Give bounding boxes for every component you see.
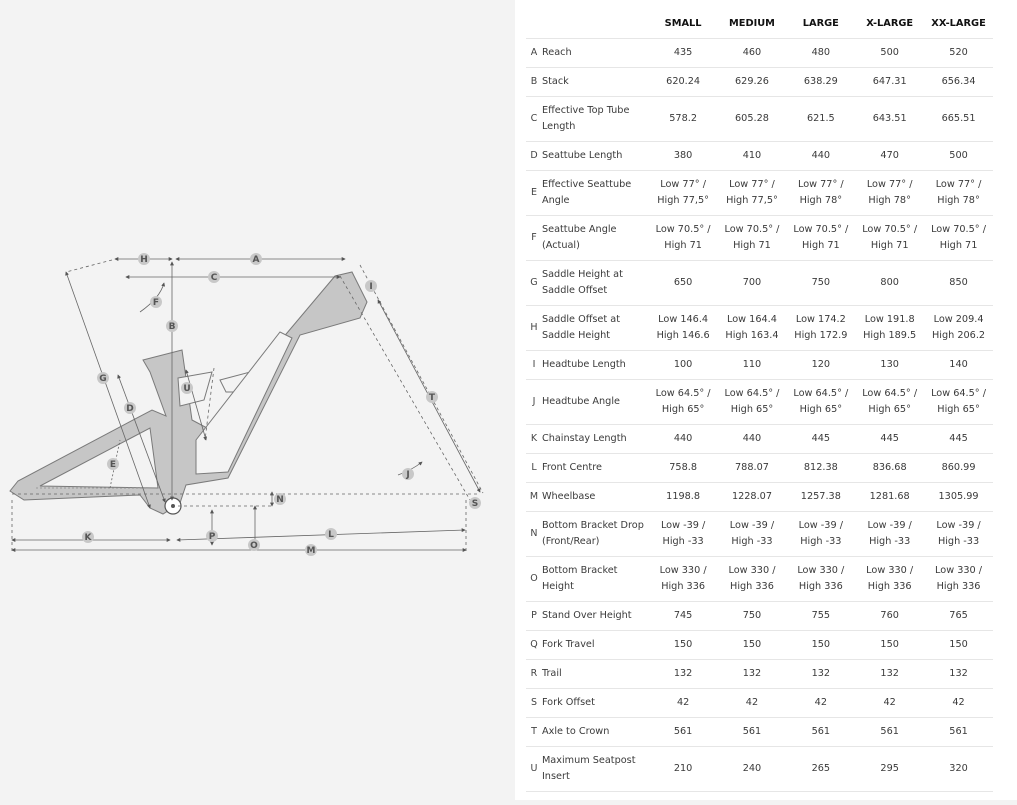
measurement-value: 800 (855, 261, 924, 306)
svg-text:A: A (252, 255, 260, 265)
measurement-value: Low 77° / High 78° (924, 171, 993, 216)
measurement-value: Low 330 / High 336 (649, 557, 718, 602)
svg-text:B: B (168, 322, 176, 332)
row-key: Q (526, 631, 542, 660)
measurement-value: 1305.99 (924, 483, 993, 512)
svg-text:U: U (183, 384, 191, 394)
measurement-value: 643.51 (855, 97, 924, 142)
measurement-name: Stand Over Height (542, 602, 649, 631)
measurement-value: Low -39 / High -33 (649, 512, 718, 557)
geometry-row-f (526, 216, 993, 261)
measurement-value: 380 (649, 142, 718, 171)
label-P (206, 530, 218, 542)
measurement-value: 240 (718, 747, 787, 792)
measurement-value: Low -39 / High -33 (786, 512, 855, 557)
measurement-name: Chainstay Length (542, 425, 649, 454)
measurement-name: Fork Offset (542, 689, 649, 718)
row-key: N (526, 512, 542, 557)
measurement-value: Low 77° / High 77,5° (718, 171, 787, 216)
measurement-value: 210 (649, 747, 718, 792)
measurement-value: 42 (786, 689, 855, 718)
size-column-xxlarge: XX-LARGE (924, 9, 993, 39)
measurement-header (542, 9, 649, 39)
geometry-row-k (526, 425, 993, 454)
measurement-name: Effective Top Tube Length (542, 97, 649, 142)
measurement-value: 638.29 (786, 68, 855, 97)
measurement-value: Low 146.4 High 146.6 (649, 306, 718, 351)
geometry-row-a (526, 39, 993, 68)
size-column-medium: MEDIUM (718, 9, 787, 39)
label-L (325, 528, 337, 540)
measurement-value: Low 70.5° / High 71 (786, 216, 855, 261)
measurement-value: 132 (649, 660, 718, 689)
size-column-xlarge: X-LARGE (855, 9, 924, 39)
measurement-value: 132 (718, 660, 787, 689)
geometry-row-r (526, 660, 993, 689)
geometry-row-g (526, 261, 993, 306)
measurement-value: Low 77° / High 77,5° (649, 171, 718, 216)
svg-text:E: E (109, 460, 117, 470)
row-key: G (526, 261, 542, 306)
measurement-value: Low 64.5° / High 65° (649, 380, 718, 425)
measurement-value: 440 (718, 425, 787, 454)
measurement-value: Low -39 / High -33 (924, 512, 993, 557)
measurement-value: Low 64.5° / High 65° (924, 380, 993, 425)
geometry-row-j (526, 380, 993, 425)
geometry-row-h (526, 306, 993, 351)
svg-text:J: J (406, 470, 410, 480)
measurement-value: 150 (924, 631, 993, 660)
label-H (138, 253, 150, 265)
label-I (365, 280, 377, 292)
measurement-value: 440 (786, 142, 855, 171)
row-key: I (526, 351, 542, 380)
row-key: P (526, 602, 542, 631)
measurement-value: 150 (718, 631, 787, 660)
measurement-name: Wheelbase (542, 483, 649, 512)
measurement-value: 760 (855, 602, 924, 631)
measurement-value: 435 (649, 39, 718, 68)
measurement-value: 665.51 (924, 97, 993, 142)
measurement-value: 647.31 (855, 68, 924, 97)
svg-text:K: K (84, 533, 92, 543)
measurement-value: 445 (786, 425, 855, 454)
measurement-value: 750 (786, 261, 855, 306)
label-B (166, 320, 178, 332)
measurement-value: 480 (786, 39, 855, 68)
measurement-name: Stack (542, 68, 649, 97)
row-key: D (526, 142, 542, 171)
geometry-row-c (526, 97, 993, 142)
measurement-value: 656.34 (924, 68, 993, 97)
measurement-value: Low 330 / High 336 (718, 557, 787, 602)
measurement-value: 1257.38 (786, 483, 855, 512)
label-F (150, 296, 162, 308)
geometry-row-d (526, 142, 993, 171)
measurement-value: 500 (855, 39, 924, 68)
svg-text:C: C (210, 273, 218, 283)
measurement-value: 620.24 (649, 68, 718, 97)
measurement-value: 561 (718, 718, 787, 747)
measurement-value: 410 (718, 142, 787, 171)
measurement-value: 320 (924, 747, 993, 792)
measurement-value: 445 (924, 425, 993, 454)
bottom-bracket-center (171, 504, 175, 508)
geometry-row-t (526, 718, 993, 747)
measurement-value: 850 (924, 261, 993, 306)
size-header-row (526, 9, 993, 39)
key-header (526, 9, 542, 39)
measurement-value: 470 (855, 142, 924, 171)
label-E (107, 458, 119, 470)
measurement-name: Bottom Bracket Height (542, 557, 649, 602)
measurement-value: Low 209.4 High 206.2 (924, 306, 993, 351)
measurement-value: Low 330 / High 336 (855, 557, 924, 602)
row-key: K (526, 425, 542, 454)
measurement-value: 750 (718, 602, 787, 631)
geometry-panel (515, 0, 1017, 800)
svg-text:F: F (152, 298, 160, 308)
measurement-name: Trail (542, 660, 649, 689)
measurement-value: 132 (855, 660, 924, 689)
measurement-value: 130 (855, 351, 924, 380)
measurement-value: 605.28 (718, 97, 787, 142)
label-M (305, 544, 317, 556)
measurement-value: Low 70.5° / High 71 (924, 216, 993, 261)
row-key: M (526, 483, 542, 512)
label-G (97, 372, 109, 384)
geometry-row-l (526, 454, 993, 483)
size-column-small: SMALL (649, 9, 718, 39)
row-key: L (526, 454, 542, 483)
svg-text:M: M (306, 546, 316, 556)
measurement-value: 561 (855, 718, 924, 747)
row-key: J (526, 380, 542, 425)
measurement-name: Seattube Length (542, 142, 649, 171)
measurement-name: Front Centre (542, 454, 649, 483)
measurement-value: 110 (718, 351, 787, 380)
measurement-value: Low 77° / High 78° (855, 171, 924, 216)
measurement-value: 561 (924, 718, 993, 747)
svg-text:L: L (328, 530, 334, 540)
svg-text:I: I (369, 282, 373, 292)
row-key: U (526, 747, 542, 792)
measurement-value: Low 174.2 High 172.9 (786, 306, 855, 351)
svg-text:O: O (250, 541, 258, 551)
measurement-value: 812.38 (786, 454, 855, 483)
svg-text:G: G (99, 374, 107, 384)
measurement-name: Axle to Crown (542, 718, 649, 747)
measurement-value: 100 (649, 351, 718, 380)
svg-text:P: P (208, 532, 216, 542)
measurement-name: Maximum Seatpost Insert (542, 747, 649, 792)
measurement-value: Low 330 / High 336 (786, 557, 855, 602)
measurement-value: 120 (786, 351, 855, 380)
measurement-name: Bottom Bracket Drop (Front/Rear) (542, 512, 649, 557)
measurement-value: 42 (718, 689, 787, 718)
row-key: O (526, 557, 542, 602)
label-O (248, 539, 260, 551)
measurement-value: 132 (786, 660, 855, 689)
measurement-value: Low 191.8 High 189.5 (855, 306, 924, 351)
measurement-value: 42 (649, 689, 718, 718)
measurement-value: 460 (718, 39, 787, 68)
label-A (250, 253, 262, 265)
measurement-value: 265 (786, 747, 855, 792)
geometry-row-p (526, 602, 993, 631)
measurement-value: 1281.68 (855, 483, 924, 512)
measurement-value: 140 (924, 351, 993, 380)
label-C (208, 271, 220, 283)
measurement-value: 150 (649, 631, 718, 660)
measurement-value: 629.26 (718, 68, 787, 97)
size-column-large: LARGE (786, 9, 855, 39)
measurement-value: Low 64.5° / High 65° (786, 380, 855, 425)
geometry-row-n (526, 512, 993, 557)
measurement-value: 132 (924, 660, 993, 689)
svg-text:T: T (428, 393, 436, 403)
measurement-name: Saddle Height at Saddle Offset (542, 261, 649, 306)
measurement-value: Low -39 / High -33 (855, 512, 924, 557)
geometry-row-s (526, 689, 993, 718)
measurement-value: 42 (924, 689, 993, 718)
measurement-value: 860.99 (924, 454, 993, 483)
row-key: E (526, 171, 542, 216)
row-key: T (526, 718, 542, 747)
measurement-name: Reach (542, 39, 649, 68)
measurement-value: Low 70.5° / High 71 (855, 216, 924, 261)
measurement-value: 836.68 (855, 454, 924, 483)
label-D (124, 402, 136, 414)
measurement-value: 561 (786, 718, 855, 747)
measurement-name: Effective Seattube Angle (542, 171, 649, 216)
diagram-label-markers (82, 253, 481, 556)
measurement-value: 1198.8 (649, 483, 718, 512)
row-key: F (526, 216, 542, 261)
measurement-name: Headtube Length (542, 351, 649, 380)
measurement-value: 520 (924, 39, 993, 68)
label-J (402, 468, 414, 480)
row-key: S (526, 689, 542, 718)
geometry-row-e (526, 171, 993, 216)
measurement-value: Low -39 / High -33 (718, 512, 787, 557)
measurement-value: 755 (786, 602, 855, 631)
label-T (426, 391, 438, 403)
measurement-value: 150 (786, 631, 855, 660)
measurement-value: 621.5 (786, 97, 855, 142)
measurement-value: 578.2 (649, 97, 718, 142)
geometry-row-u (526, 747, 993, 792)
measurement-name: Seattube Angle (Actual) (542, 216, 649, 261)
row-key: H (526, 306, 542, 351)
measurement-value: Low 330 / High 336 (924, 557, 993, 602)
measurement-name: Headtube Angle (542, 380, 649, 425)
measurement-value: 788.07 (718, 454, 787, 483)
measurement-value: 150 (855, 631, 924, 660)
measurement-value: 1228.07 (718, 483, 787, 512)
geometry-row-o (526, 557, 993, 602)
geometry-row-m (526, 483, 993, 512)
measurement-value: Low 164.4 High 163.4 (718, 306, 787, 351)
measurement-value: Low 70.5° / High 71 (718, 216, 787, 261)
row-key: A (526, 39, 542, 68)
measurement-value: 758.8 (649, 454, 718, 483)
measurement-value: Low 64.5° / High 65° (855, 380, 924, 425)
measurement-value: 561 (649, 718, 718, 747)
row-key: R (526, 660, 542, 689)
measurement-value: 42 (855, 689, 924, 718)
measurement-value: 440 (649, 425, 718, 454)
label-S (469, 497, 481, 509)
geometry-table (526, 9, 993, 792)
measurement-value: Low 64.5° / High 65° (718, 380, 787, 425)
row-key: C (526, 97, 542, 142)
measurement-value: Low 77° / High 78° (786, 171, 855, 216)
measurement-value: Low 70.5° / High 71 (649, 216, 718, 261)
measurement-value: 765 (924, 602, 993, 631)
geometry-row-i (526, 351, 993, 380)
measurement-value: 700 (718, 261, 787, 306)
label-N (274, 493, 286, 505)
svg-text:N: N (276, 495, 284, 505)
geometry-row-q (526, 631, 993, 660)
svg-text:S: S (471, 499, 479, 509)
measurement-name: Saddle Offset at Saddle Height (542, 306, 649, 351)
measurement-value: 500 (924, 142, 993, 171)
geometry-row-b (526, 68, 993, 97)
row-key: B (526, 68, 542, 97)
label-K (82, 531, 94, 543)
measurement-name: Fork Travel (542, 631, 649, 660)
label-U (181, 382, 193, 394)
svg-text:D: D (126, 404, 134, 414)
measurement-value: 650 (649, 261, 718, 306)
measurement-value: 295 (855, 747, 924, 792)
measurement-value: 445 (855, 425, 924, 454)
svg-text:H: H (140, 255, 148, 265)
measurement-value: 745 (649, 602, 718, 631)
